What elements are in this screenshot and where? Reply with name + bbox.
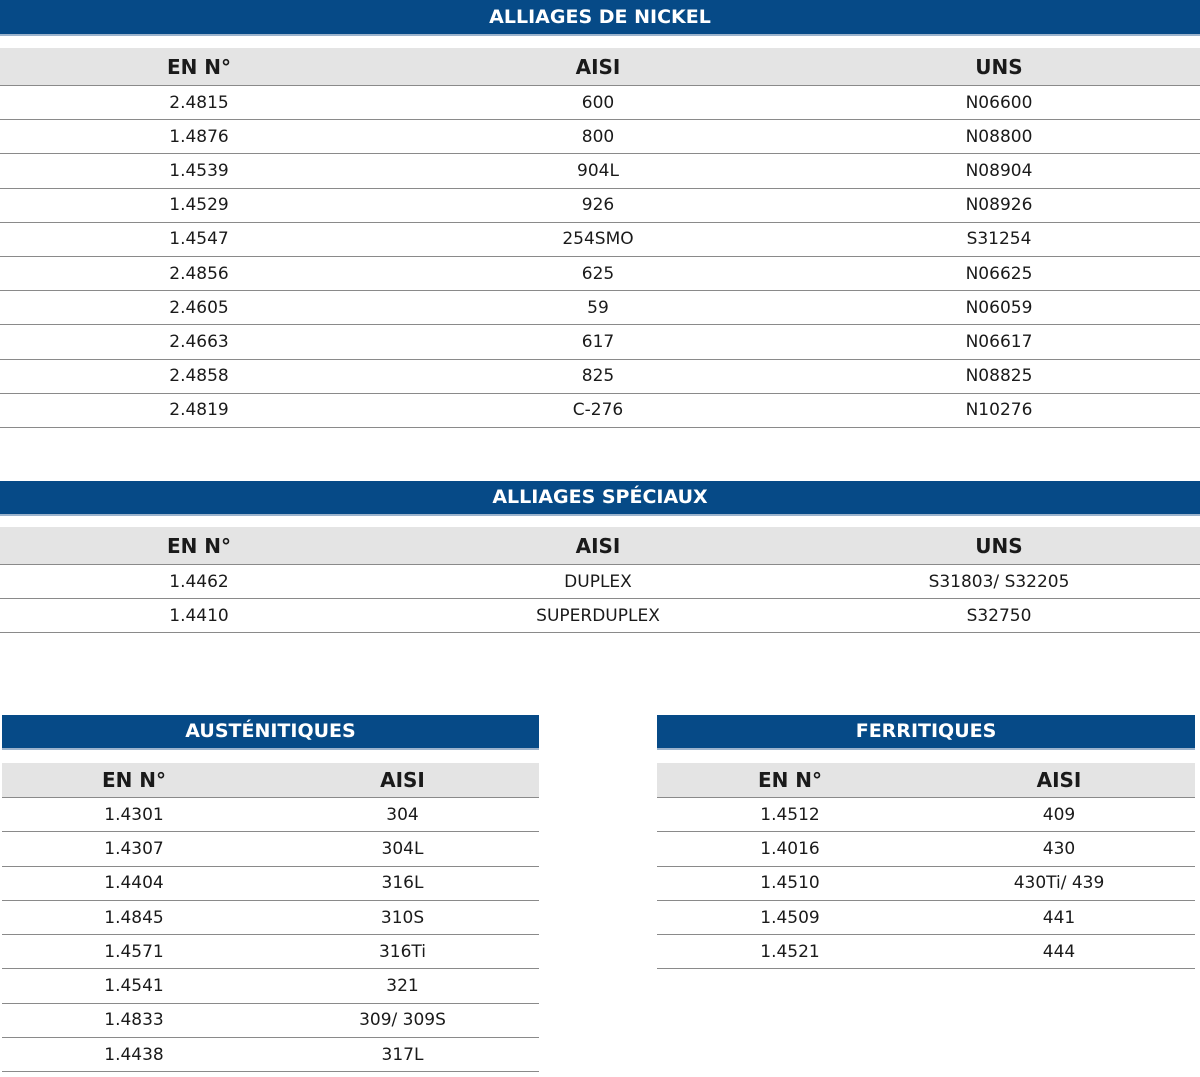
cell-aisi: 441 [1042,907,1076,928]
cell-en: 2.4815 [169,92,229,113]
table-header-row [0,48,1200,86]
cell-en: 2.4605 [169,297,229,318]
special-alloys-table [0,481,1200,633]
cell-aisi: 430 [1042,838,1076,859]
cell-aisi: SUPERDUPLEX [536,605,660,626]
cell-aisi: 617 [581,331,615,352]
column-header-en: EN N° [166,54,232,79]
cell-aisi: 625 [581,263,615,284]
cell-en: 1.4512 [760,804,820,825]
cell-aisi: 317L [381,1044,424,1065]
cell-en: 1.4462 [169,571,229,592]
column-header-en: EN N° [757,768,823,792]
table-row [0,189,1200,223]
cell-aisi: 309/ 309S [359,1010,446,1031]
cell-aisi: 800 [581,126,615,147]
column-header-en: EN N° [166,533,232,558]
table-row [2,798,539,832]
column-header-aisi: AISI [1036,768,1082,792]
cell-en: 1.4529 [169,195,229,216]
column-header-uns: UNS [975,54,1023,79]
cell-aisi: DUPLEX [564,571,632,592]
table-row [0,394,1200,428]
cell-aisi: 304L [381,838,424,859]
cell-en: 1.4404 [104,873,164,894]
special-alloys-title: ALLIAGES SPÉCIAUX [0,481,1200,516]
cell-aisi: 926 [581,195,615,216]
cell-aisi: 904L [577,160,619,181]
cell-en: 1.4016 [760,838,820,859]
table-row [0,599,1200,633]
cell-aisi: 600 [581,92,615,113]
cell-en: 1.4438 [104,1044,164,1065]
ferritic-table [657,715,1195,969]
cell-aisi: 310S [380,907,425,928]
cell-uns: S31254 [966,229,1032,250]
cell-aisi: 444 [1042,941,1076,962]
cell-en: 1.4571 [104,941,164,962]
cell-uns: N06617 [965,331,1033,352]
cell-aisi: 430Ti/ 439 [1013,873,1105,894]
column-header-aisi: AISI [575,54,621,79]
table-row [0,223,1200,257]
cell-aisi: 254SMO [562,229,634,250]
table-row [657,901,1195,935]
cell-aisi: 316L [381,873,424,894]
table-row [2,901,539,935]
table-row [2,1038,539,1072]
cell-uns: S32750 [966,605,1032,626]
cell-aisi: 409 [1042,804,1076,825]
table-row [657,798,1195,832]
nickel-alloys-title: ALLIAGES DE NICKEL [0,0,1200,36]
table-row [0,325,1200,359]
nickel-alloys-table [0,0,1200,428]
cell-en: 1.4541 [104,976,164,997]
column-header-aisi: AISI [575,533,621,558]
table-row [0,291,1200,325]
column-header-aisi: AISI [380,768,425,792]
table-row [2,1004,539,1038]
austenitic-title: AUSTÉNITIQUES [2,715,539,750]
cell-en: 1.4509 [760,907,820,928]
cell-aisi: 316Ti [378,941,427,962]
cell-en: 1.4876 [169,126,229,147]
table-row [0,86,1200,120]
cell-uns: S31803/ S32205 [928,571,1070,592]
cell-uns: N08904 [965,160,1033,181]
table-row [0,360,1200,394]
cell-uns: N08926 [965,195,1033,216]
cell-uns: N06600 [965,92,1033,113]
cell-en: 1.4301 [104,804,164,825]
table-row [0,257,1200,291]
cell-en: 1.4833 [104,1010,164,1031]
cell-en: 1.4539 [169,160,229,181]
cell-aisi: C-276 [572,400,624,421]
austenitic-table [2,715,539,1072]
cell-uns: N08825 [965,366,1033,387]
cell-aisi: 59 [587,297,609,318]
cell-en: 2.4663 [169,331,229,352]
table-row [2,832,539,866]
cell-en: 1.4521 [760,941,820,962]
table-header-row [2,763,539,798]
cell-en: 1.4410 [169,605,229,626]
cell-aisi: 825 [581,366,615,387]
table-row [0,154,1200,188]
cell-aisi: 321 [386,976,419,997]
column-header-en: EN N° [101,768,167,792]
table-row [657,935,1195,969]
ferritic-title: FERRITIQUES [657,715,1195,750]
table-header-row [0,527,1200,565]
cell-uns: N06625 [965,263,1033,284]
cell-en: 1.4510 [760,873,820,894]
cell-uns: N10276 [965,400,1033,421]
cell-uns: N08800 [965,126,1033,147]
column-header-uns: UNS [975,533,1023,558]
cell-en: 2.4819 [169,400,229,421]
table-row [0,565,1200,599]
table-row [657,867,1195,901]
cell-en: 1.4547 [169,229,229,250]
cell-en: 1.4845 [104,907,164,928]
cell-en: 2.4858 [169,366,229,387]
table-row [657,832,1195,866]
table-row [2,935,539,969]
table-row [0,120,1200,154]
cell-en: 1.4307 [104,838,164,859]
table-row [2,969,539,1003]
table-row [2,867,539,901]
cell-en: 2.4856 [169,263,229,284]
cell-uns: N06059 [965,297,1033,318]
cell-aisi: 304 [386,804,419,825]
table-header-row [657,763,1195,798]
